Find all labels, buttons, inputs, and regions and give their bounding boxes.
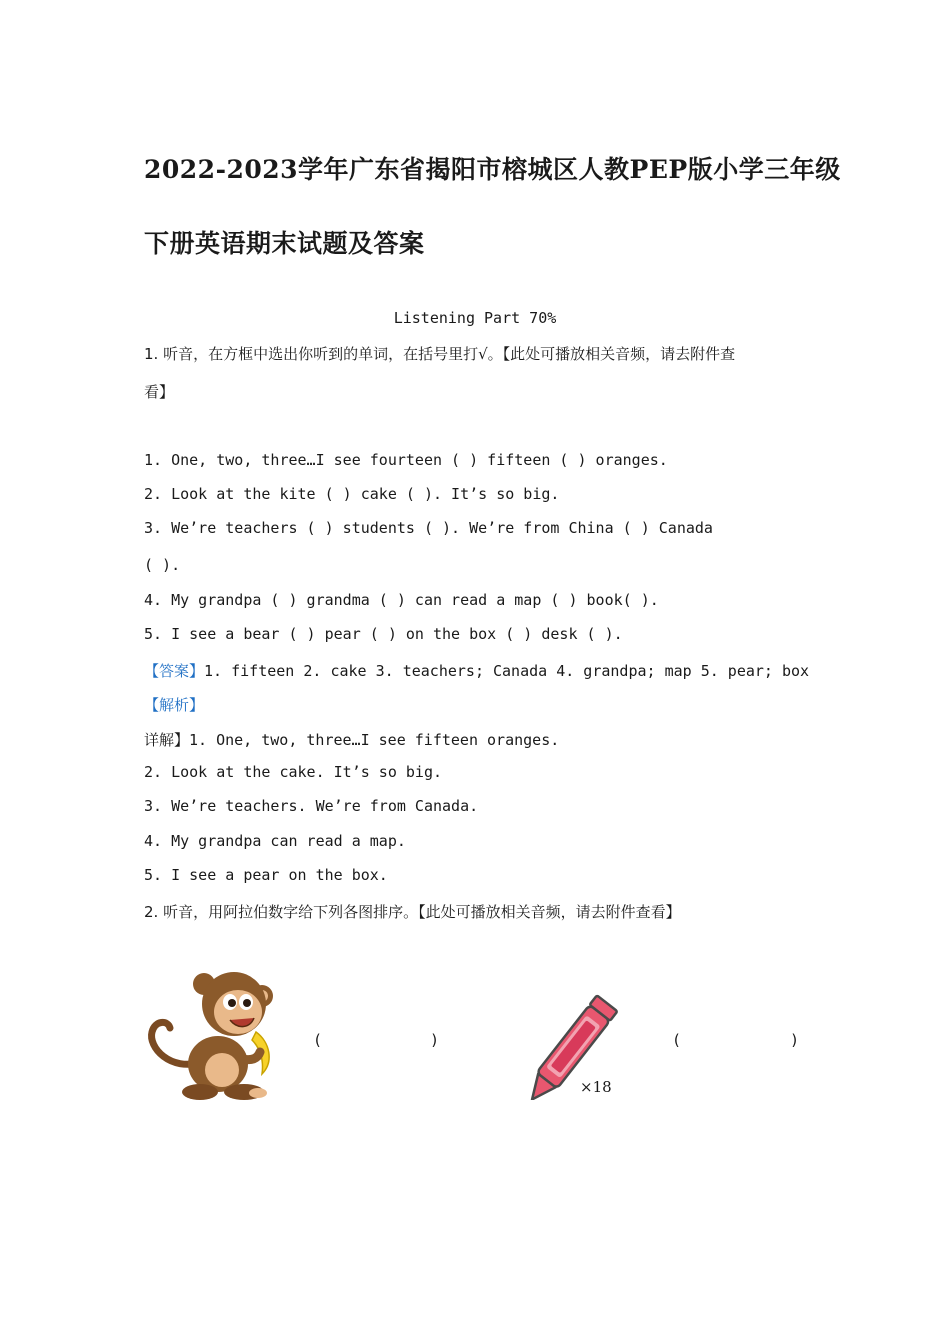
q1-item-2: 2. Look at the kite ( ) cake ( ). It’s so big. bbox=[144, 485, 560, 503]
q1-item-5: 5. I see a bear ( ) pear ( ) on the box ( ) desk ( ). bbox=[144, 625, 623, 643]
q1-answer bbox=[144, 660, 809, 681]
q1-item-4: 4. My grandpa ( ) grandma ( ) can read a map ( ) book( ). bbox=[144, 591, 659, 609]
q1-item-3: 3. We’re teachers ( ) students ( ). We’re from China ( ) Canada bbox=[144, 519, 713, 537]
q1-item-3-cont: ( ). bbox=[144, 556, 181, 574]
document-title-line-2: 下册英语期末试题及答案 bbox=[144, 229, 425, 258]
q2-instruction: 2. 听音，用阿拉伯数字给下列各图排序。【此处可播放相关音频，请去附件查看】 bbox=[144, 903, 681, 921]
answer-tag: 【答案】 bbox=[144, 662, 205, 680]
crayon-answer-paren-left: ( bbox=[672, 1031, 682, 1049]
monkey-answer-paren-right: ) bbox=[430, 1031, 440, 1049]
section-heading: Listening Part 70% bbox=[393, 309, 557, 327]
q1-instruction-cont: 看】 bbox=[144, 383, 175, 401]
monkey-answer-paren-left: ( bbox=[313, 1031, 323, 1049]
q1-instruction: 1. 听音，在方框中选出你听到的单词，在括号里打√。【此处可播放相关音频，请去附件查 bbox=[144, 345, 736, 363]
monkey-picture bbox=[140, 962, 290, 1107]
analysis-tag: 【解析】 bbox=[144, 696, 205, 714]
detail-line-1: 详解】1. One, two, three…I see fifteen oranges. bbox=[144, 731, 560, 749]
detail-line-5: 5. I see a pear on the box. bbox=[144, 866, 388, 884]
document-title-line-1: 2022-2023学年广东省揭阳市榕城区人教PEP版小学三年级 bbox=[144, 155, 841, 184]
answer-text: 1. fifteen 2. cake 3. teachers; Canada 4. grandpa; map 5. pear; box bbox=[204, 662, 810, 680]
crayon-count-label: ×18 bbox=[580, 1078, 612, 1096]
crayon-answer-paren-right: ) bbox=[790, 1031, 800, 1049]
q1-item-1: 1. One, two, three…I see fourteen ( ) fifteen ( ) oranges. bbox=[144, 451, 668, 469]
detail-line-2: 2. Look at the cake. It’s so big. bbox=[144, 763, 443, 781]
detail-line-3: 3. We’re teachers. We’re from Canada. bbox=[144, 797, 479, 815]
detail-line-4: 4. My grandpa can read a map. bbox=[144, 832, 406, 850]
